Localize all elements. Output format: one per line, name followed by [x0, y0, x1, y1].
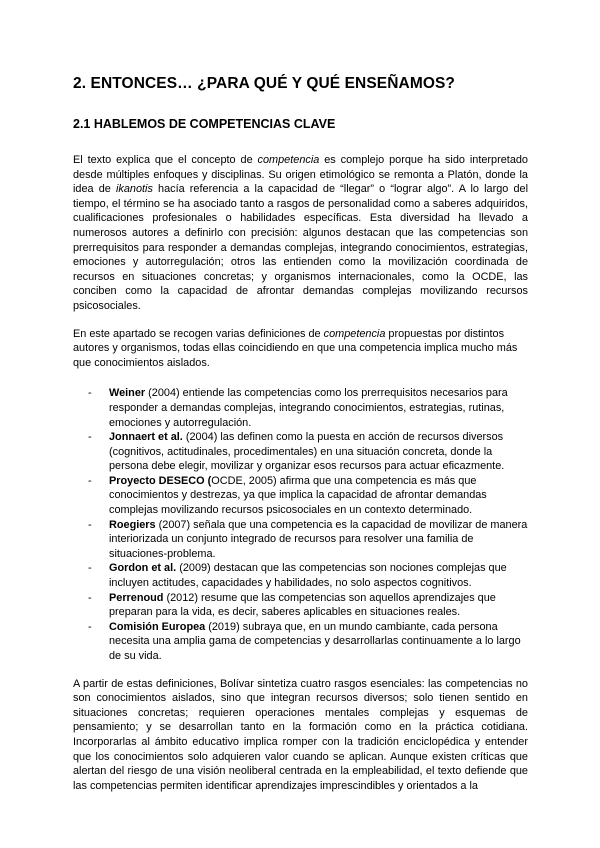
definitions-intro-text-2: propuestas por distintos autores y organismos, todas ellas coincidiendo en que una competencia implica mucho más que conocimientos aislados. — [73, 327, 518, 369]
intro-text-3: hacía referencia a la capacidad de “llegar” o “lograr algo”. A lo largo del tiempo, el término se ha asociado tanto a rasgos de personalidad como a saberes adquiridos, cualificaciones profesionales o habilidades específicas. Esta diversidad ha llevado a numerosos autores a definirlo con precisión: algunos destacan que las competencias son prerrequisitos para responder a demandas complejas, integrando conocimientos, estrategias, emociones y autorregulación; otros las entienden como la movilización coordinada de recursos en situaciones concretas; y organismos internacionales, como la OCDE, las conciben como la capacidad de afrontar demandas complejas movilizando recursos psicosociales. — [73, 183, 528, 312]
definition-author: Gordon et al. — [109, 562, 177, 575]
definition-author: Weiner — [109, 387, 146, 400]
definitions-list — [73, 386, 528, 663]
definition-text: (2004) entiende las competencias como los prerrequisitos necesarios para responder a demandas complejas, integrando conocimientos, estrategias, rutinas, emociones y autorregulación. — [109, 387, 508, 429]
subsection-heading: 2.1 HABLEMOS DE COMPETENCIAS CLAVE — [73, 117, 336, 131]
definition-author: Jonnaert et al. — [109, 431, 183, 444]
definition-author: Roegiers — [109, 518, 156, 531]
intro-text-1: El texto explica que el concepto de — [73, 154, 258, 166]
intro-text-2: es complejo porque ha sido interpretado desde múltiples enfoques y disciplinas. Su origen etimológico se remonta a Platón, donde la idea de — [73, 154, 528, 196]
list-item — [109, 430, 528, 474]
list-item — [109, 518, 528, 562]
definition-text: (2004) las definen como la puesta en acción de recursos diversos (cognitivos, actitudinales, procedimentales) en una situación concreta, donde la persona debe elegir, movilizar y organizar esos recursos para actuar eficazmente. — [109, 431, 505, 473]
definition-text: (2009) destacan que las competencias son nociones complejas que incluyen actitudes, capacidades y habilidades, no solo aspectos cognitivos. — [109, 562, 507, 590]
list-item — [109, 591, 528, 620]
definition-text: (2007) señala que una competencia es la capacidad de movilizar de manera interiorizada un conjunto integrado de recursos para resolver una familia de situaciones-problema. — [109, 518, 528, 560]
intro-emphasis-1: competencia — [257, 154, 320, 166]
definition-author: Perrenoud — [109, 591, 164, 604]
definition-text: (2019) subraya que, en un mundo cambiante, cada persona necesita una amplia gama de competencias y desarrollarlas continuamente a lo largo de su vida. — [109, 620, 521, 662]
document-page — [73, 74, 528, 793]
list-item — [109, 620, 528, 664]
section-heading: 2. ENTONCES… ¿PARA QUÉ Y QUÉ ENSEÑAMOS? — [73, 75, 455, 92]
definition-text: (2012) resume que las competencias son aquellos aprendizajes que preparan para la vida, es decir, saberes aplicables en situaciones reales. — [109, 591, 496, 619]
definitions-intro-emphasis: competencia — [323, 327, 386, 340]
list-item — [109, 386, 528, 430]
list-item — [109, 474, 528, 518]
definition-text: OCDE, 2005) afirma que una competencia es más que conocimientos y destrezas, ya que implica la capacidad de afrontar demandas complejas movilizando recursos psicosociales en un contexto determinado. — [109, 474, 487, 517]
synthesis-paragraph: A partir de estas definiciones, Bolívar sintetiza cuatro rasgos esenciales: las competencias no son conocimientos aislados, sino que integran recursos diversos; solo tienen sentido en situaciones concretas; requieren operaciones mentales complejas y esquemas de pensamiento; y se desarrollan tanto en la formación como en la práctica cotidiana. Incorporarlas al ámbito educativo implica romper con la tradición enciclopédica y entender que los conocimientos solo adquieren valor cuando se aplican. Aunque existen críticas que alertan del riesgo de una visión neoliberal centrada en la empleabilidad, el texto defiende que las competencias permiten identificar aprendizajes imprescindibles y orientados a la — [73, 677, 528, 792]
definition-author: Proyecto DESECO ( — [109, 474, 212, 487]
intro-paragraph — [73, 153, 528, 314]
intro-emphasis-2: ikanotis — [115, 183, 153, 196]
definitions-intro-text-1: En este apartado se recogen varias definiciones de — [73, 327, 324, 340]
definition-author: Comisión Europea — [109, 620, 206, 633]
definitions-intro-paragraph — [73, 327, 528, 371]
list-item — [109, 561, 528, 590]
